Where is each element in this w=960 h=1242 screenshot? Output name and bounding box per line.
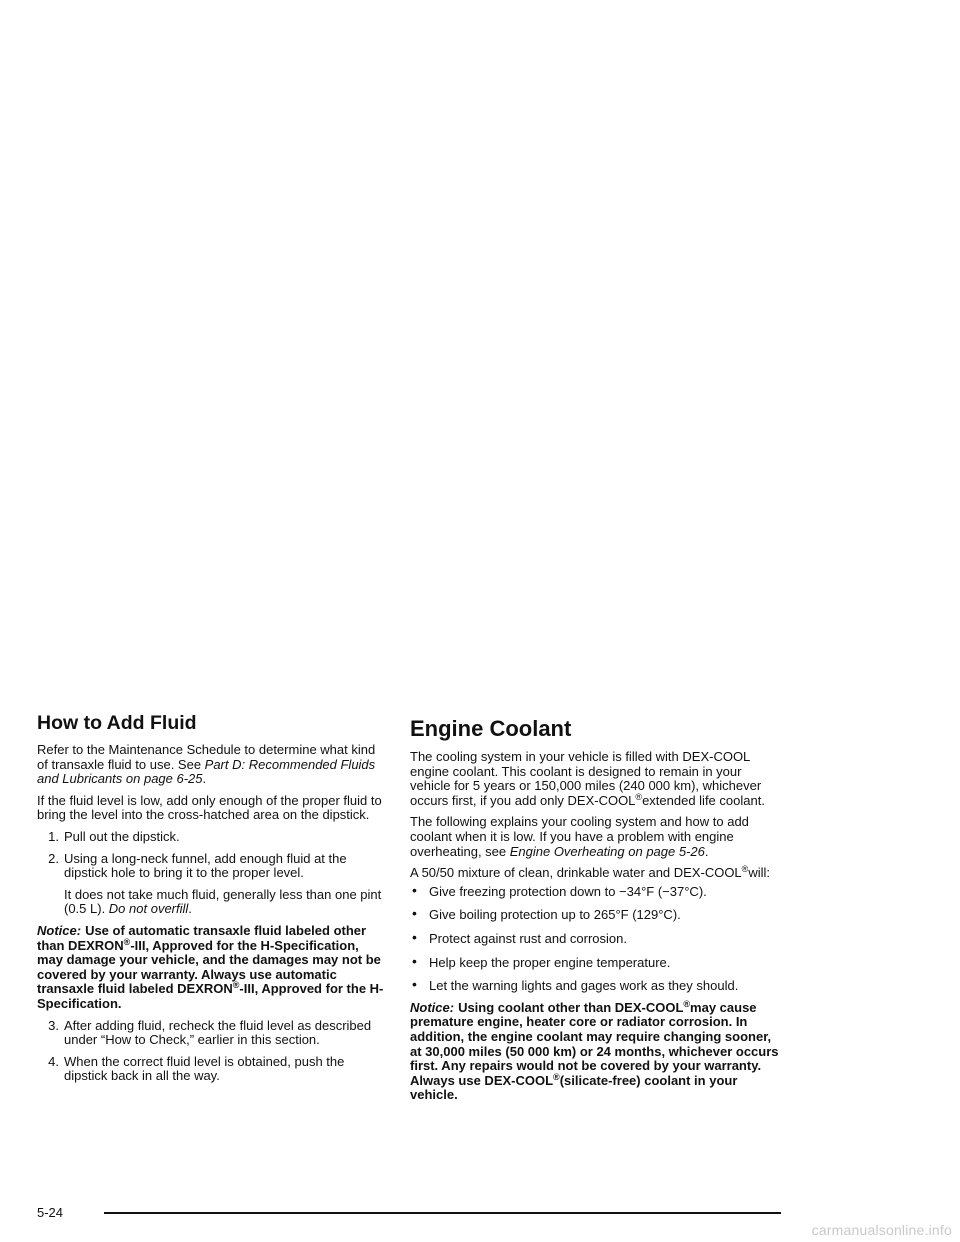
footer-divider <box>104 1212 781 1214</box>
paragraph-explanation: The following explains your cooling system and how to add coolant when it is low. If you have a problem with engine overheating, see Engine Overheating on page 5-26. <box>410 814 749 859</box>
registered-mark: ® <box>635 791 643 802</box>
paragraph-mixture: A 50/50 mixture of clean, drinkable water and DEX-COOL®will: <box>410 864 770 881</box>
section-title-engine-coolant: Engine Coolant <box>410 716 572 741</box>
step-text: Pull out the dipstick. <box>64 828 180 844</box>
list-item: • Protect against rust and corrosion. <box>412 928 627 946</box>
notice-label: Notice: <box>410 999 455 1015</box>
step-item <box>37 830 387 845</box>
step-item <box>37 1019 387 1048</box>
paragraph-fluid-level: If the fluid level is low, add only enough of the proper fluid to bring the level into the cross-hatched area on the dipstick. <box>37 792 382 823</box>
paragraph-cooling-system: The cooling system in your vehicle is filled with DEX-COOL engine coolant. This coolant is designed to remain in your vehicle for 5 years or 150,000 miles (240 000 km), whichever occurs first, if you add only DEX-COOL®extended life coolant. <box>410 749 765 808</box>
notice-coolant: Notice: Using coolant other than DEX-COOL®may cause premature engine, heater core or radiator corrosion. In addition, the engine coolant may require changing sooner, at 30,000 miles (50 000 km) or 24 months, whichever occurs first. Any repairs would not be covered by your warranty. Always use DEX-COOL®(silicate-free) coolant in your vehicle. <box>410 998 779 1103</box>
step-item <box>37 1055 387 1084</box>
registered-mark: ® <box>683 998 691 1009</box>
step-number: 2. <box>48 850 59 866</box>
bullet-icon: • <box>412 881 417 898</box>
bullet-icon: • <box>412 928 417 945</box>
step-note: It does not take much fluid, generally less than one pint (0.5 L). Do not overfill. <box>64 886 382 917</box>
paragraph-fluid-type: Refer to the Maintenance Schedule to determine what kind of transaxle fluid to use. See Part D: Recommended Fluids and Lubricants on page 6-25. <box>37 742 376 787</box>
registered-mark: ® <box>741 864 749 875</box>
bullet-icon: • <box>412 976 417 993</box>
left-column <box>37 712 387 1091</box>
bullet-icon: • <box>412 952 417 969</box>
registered-mark: ® <box>553 1071 560 1082</box>
registered-mark: ® <box>123 936 131 947</box>
list-item: • Give freezing protection down to −34°F (−37°C). <box>412 881 707 899</box>
list-item: • Give boiling protection up to 265°F (129°C). <box>412 905 681 923</box>
step-text: Using a long-neck funnel, add enough fluid at the dipstick hole to bring it to the proper level. <box>64 850 347 881</box>
registered-mark: ® <box>232 980 240 991</box>
page-number: 5-24 <box>37 1205 64 1220</box>
right-column <box>410 716 782 1110</box>
bullet-icon: • <box>412 905 417 922</box>
step-number: 3. <box>48 1017 59 1033</box>
cross-reference-link[interactable]: Engine Overheating on page 5-26 <box>509 843 705 859</box>
step-text: After adding fluid, recheck the fluid level as described under “How to Check,” earlier in this section. <box>64 1017 372 1048</box>
list-item: • Help keep the proper engine temperature. <box>412 952 671 970</box>
list-item: • Let the warning lights and gages work as they should. <box>412 976 739 994</box>
step-number: 4. <box>48 1053 59 1069</box>
cross-reference-link[interactable]: Part D: Recommended Fluids and Lubricants on page 6-25 <box>37 756 376 787</box>
step-number: 1. <box>48 828 59 844</box>
step-item <box>37 852 387 881</box>
benefits-list <box>410 881 782 994</box>
watermark: carmanualsonline.info <box>811 1222 952 1238</box>
section-title-how-to-add-fluid: How to Add Fluid <box>37 712 197 734</box>
step-text: When the correct fluid level is obtained, push the dipstick back in all the way. <box>64 1053 345 1084</box>
notice-label: Notice: <box>37 922 82 938</box>
notice-transaxle-fluid: Notice: Use of automatic transaxle fluid labeled other than DEXRON®-III, Approved for the H-Specification, may damage your vehicle, and the damages may not be covered by your warranty. Always use automatic transaxle fluid labeled DEXRON®-III, Approved for the H-Specification. <box>37 922 384 1011</box>
